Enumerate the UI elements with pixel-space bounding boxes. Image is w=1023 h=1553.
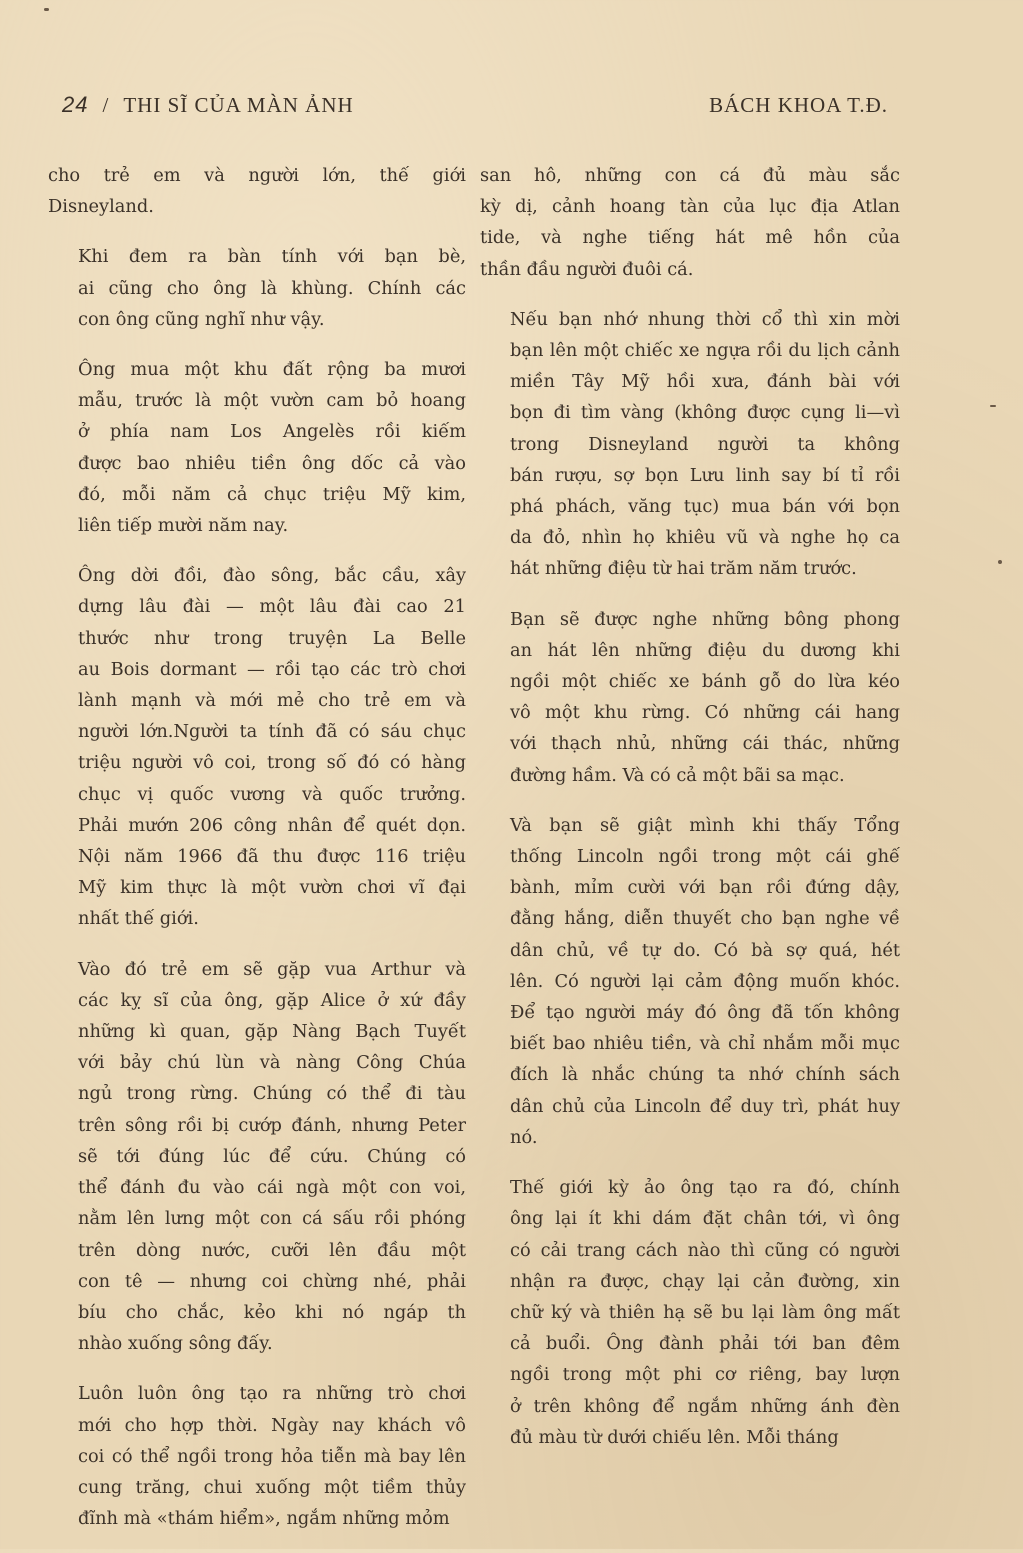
text-line: ở trên không để ngắm những ánh đèn [510, 1395, 900, 1417]
text-line: đường hầm. Và có cả một bãi sa mạc. [510, 764, 845, 786]
text-line: biết bao nhiêu tiền, và chỉ nhắm mỗi mục [510, 1033, 900, 1055]
text-line: Mỹ kim thực là một vườn chơi vĩ đại [78, 877, 466, 899]
text-line: có cải trang cách nào thì cũng có người [510, 1239, 900, 1261]
text-line: Bạn sẽ được nghe những bông phong [510, 608, 900, 630]
text-line: đằng hắng, diễn thuyết cho bạn nghe về [510, 908, 900, 930]
text-line: Thế giới kỳ ảo ông tạo ra đó, chính [510, 1177, 900, 1199]
text-line: nằm lên lưng một con cá sấu rồi phóng [78, 1208, 466, 1230]
text-line: an hát lên những điệu du dương khi [510, 639, 900, 661]
text-line: bạn lên một chiếc xe ngựa rồi du lịch cảnh [510, 340, 900, 362]
text-line: au Bois dormant — rồi tạo các trò chơi [78, 658, 466, 680]
text-line: thể đánh đu vào cái ngà một con voi, [78, 1177, 466, 1199]
text-line: trên sông rồi bị cướp đánh, nhưng Peter [78, 1114, 466, 1136]
text-line: hát những điệu từ hai trăm năm trước. [510, 558, 857, 580]
text-line: trên dòng nước, cưỡi lên đầu một [78, 1239, 466, 1261]
text-line: Để tạo người máy đó ông đã tốn không [510, 1002, 900, 1024]
text-line: dân chủ, về tự do. Có bà sợ quá, hét [510, 939, 900, 961]
text-line: Nội năm 1966 đã thu được 116 triệu [78, 846, 466, 868]
text-line: với bảy chú lùn và nàng Công Chúa [78, 1052, 466, 1074]
paragraph [48, 160, 466, 222]
right-column [480, 160, 900, 1472]
text-line: Phải mướn 206 công nhân để quét dọn. [78, 814, 466, 836]
text-line: Vào đó trẻ em sẽ gặp vua Arthur và [78, 958, 466, 980]
text-line: con tê — nhưng coi chừng nhé, phải [78, 1270, 466, 1292]
paragraph [48, 354, 466, 541]
text-line: bán rượu, sợ bọn Lưu linh say bí tỉ rồi [510, 464, 900, 486]
paragraph [48, 1378, 466, 1534]
paper-speck [990, 405, 996, 407]
text-line: thống Lincoln ngồi trong một cái ghế [510, 846, 900, 868]
text-line: Ông dời đồi, đào sông, bắc cầu, xây [78, 565, 466, 587]
text-line: trong Disneyland người ta không [510, 433, 900, 455]
text-line: lên. Có người lại cảm động muốn khóc. [510, 970, 900, 992]
text-line: cho trẻ em và người lớn, thế giới [48, 165, 466, 186]
text-line: sẽ tới đúng lúc để cứu. Chúng có [78, 1145, 466, 1167]
paragraph [48, 954, 466, 1360]
text-line: thần đầu người đuôi cá. [480, 258, 694, 280]
text-line: ai cũng cho ông là khùng. Chính các [78, 277, 466, 299]
text-line: những kì quan, gặp Nàng Bạch Tuyết [78, 1021, 466, 1043]
text-line: kỳ dị, cảnh hoang tàn của lục địa Atlan [480, 196, 900, 218]
text-line: liên tiếp mười năm nay. [78, 515, 289, 537]
text-line: cả buổi. Ông đành phải tới ban đêm [510, 1333, 900, 1355]
publication-name: BÁCH KHOA T.Đ. [709, 93, 888, 117]
text-line: nhận ra được, chạy lại cản đường, xin [510, 1270, 900, 1292]
paragraph [480, 604, 900, 791]
text-line: con ông cũng nghĩ như vậy. [78, 308, 325, 330]
text-line: ngủ trong rừng. Chúng có thể đi tàu [78, 1083, 466, 1105]
text-line: triệu người vô coi, trong số đó có hàng [78, 752, 466, 774]
paragraph [480, 1172, 900, 1453]
text-line: ông lại ít khi dám đặt chân tới, vì ông [510, 1208, 900, 1230]
header-separator: / [102, 93, 110, 117]
running-header [62, 92, 888, 122]
text-line: tide, và nghe tiếng hát mê hồn của [480, 227, 900, 249]
text-line: bíu cho chắc, kẻo khi nó ngáp th [78, 1301, 466, 1323]
text-line: Và bạn sẽ giật mình khi thấy Tổng [510, 814, 900, 836]
text-line: phá phách, văng tục) mua bán với bọn [510, 496, 900, 518]
text-line: lành mạnh và mới mẻ cho trẻ em và [78, 690, 466, 712]
text-line: Khi đem ra bàn tính với bạn bè, [78, 246, 466, 268]
paragraph [480, 810, 900, 1153]
text-line: với thạch nhủ, những cái thác, những [510, 733, 900, 755]
text-line: đủ màu từ dưới chiếu lên. Mỗi tháng [510, 1426, 839, 1448]
text-line: nó. [510, 1126, 538, 1148]
left-column [48, 160, 466, 1553]
text-line: Nếu bạn nhớ nhung thời cổ thì xin mời [510, 308, 900, 330]
text-line: ngồi một chiếc xe bánh gỗ do lừa kéo [510, 671, 900, 693]
paragraph [48, 241, 466, 335]
text-line: san hô, những con cá đủ màu sắc [480, 165, 900, 186]
text-line: chữ ký và thiên hạ sẽ bu lại làm ông mất [510, 1301, 900, 1323]
text-line: được bao nhiêu tiền ông dốc cả vào [78, 452, 466, 474]
text-line: cung trăng, chui xuống một tiềm thủy [78, 1476, 466, 1498]
text-line: vô một khu rừng. Có những cái hang [510, 702, 900, 724]
text-line: da đỏ, nhìn họ khiêu vũ và nghe họ ca [510, 527, 900, 549]
text-line: miền Tây Mỹ hồi xưa, đánh bài với [510, 371, 900, 393]
header-left [62, 92, 354, 118]
paragraph [48, 560, 466, 934]
text-line: coi có thể ngồi trong hỏa tiễn mà bay lên [78, 1445, 466, 1467]
text-line: dựng lâu đài — một lâu đài cao 21 [78, 596, 466, 618]
text-line: đích là nhắc chúng ta nhớ chính sách [510, 1064, 900, 1086]
paragraph [480, 160, 900, 285]
text-line: Luôn luôn ông tạo ra những trò chơi [78, 1383, 466, 1405]
text-line: chục vị quốc vương và quốc trưởng. [78, 783, 466, 805]
text-line: bành, mỉm cười với bạn rồi đứng dậy, [510, 877, 900, 899]
text-line: đĩnh mà «thám hiểm», ngắm những mỏm [78, 1508, 450, 1530]
text-line: thước như trong truyện La Belle [78, 627, 466, 649]
text-line: các kỵ sĩ của ông, gặp Alice ở xứ đầy [78, 989, 466, 1011]
page-number: 24 [62, 92, 89, 117]
text-line: Ông mua một khu đất rộng ba mươi [78, 359, 466, 381]
text-line: mới cho hợp thời. Ngày nay khách vô [78, 1414, 466, 1436]
text-line: mẫu, trước là một vườn cam bỏ hoang [78, 390, 466, 412]
text-line: nhào xuống sông đấy. [78, 1333, 273, 1355]
paper-speck [998, 560, 1002, 564]
text-line: Disneyland. [48, 196, 154, 218]
paper-speck [44, 8, 49, 11]
section-title: THI SĨ CỦA MÀN ẢNH [123, 93, 354, 117]
text-line: ngồi trong một phi cơ riêng, bay lượn [510, 1364, 900, 1386]
text-line: dân chủ của Lincoln để duy trì, phát huy [510, 1095, 900, 1117]
text-line: người lớn.Người ta tính đã có sáu chục [78, 721, 466, 743]
text-line: ở phía nam Los Angelès rồi kiếm [78, 421, 466, 443]
paragraph [480, 304, 900, 585]
text-line: nhất thế giới. [78, 908, 199, 930]
text-line: đó, mỗi năm cả chục triệu Mỹ kim, [78, 483, 466, 505]
text-line: bọn đi tìm vàng (không được cụng li—vì [510, 402, 900, 424]
